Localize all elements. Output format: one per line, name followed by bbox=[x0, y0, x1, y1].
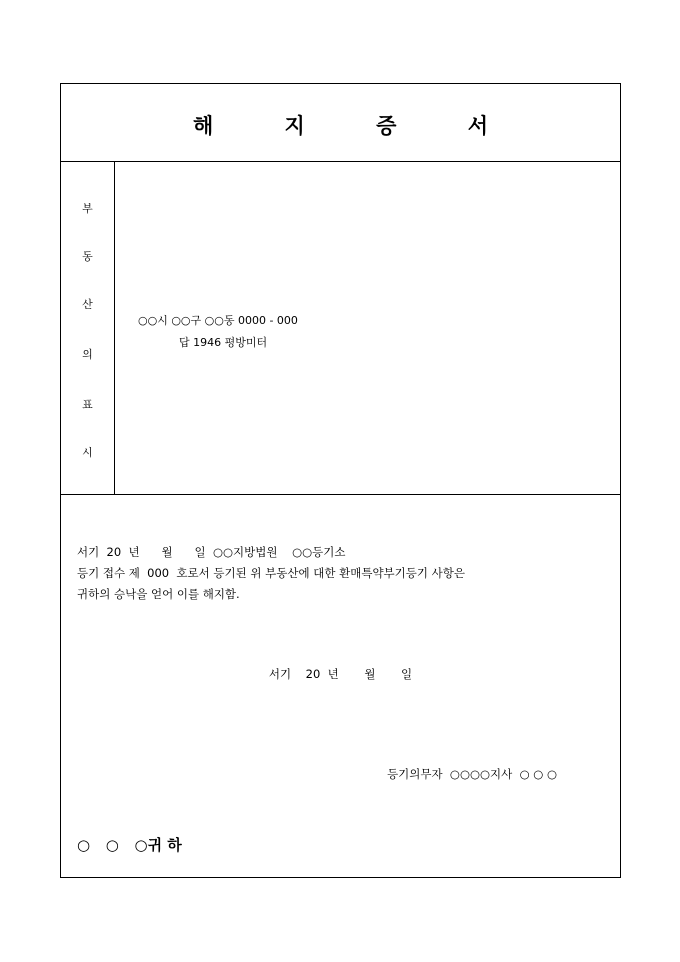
property-label-char: 부 bbox=[82, 202, 93, 215]
body-line: 등기 접수 제 000 호로서 등기된 위 부동산에 대한 환매특약부기등기 사항은 bbox=[77, 566, 465, 580]
document-title: 해 지 증 서 bbox=[192, 113, 521, 138]
issue-date: 서기 20 년 월 일 bbox=[268, 667, 413, 681]
property-label-column bbox=[61, 162, 115, 494]
body-paragraph bbox=[77, 542, 465, 605]
body-line: 귀하의 승낙을 얻어 이를 해지함. bbox=[77, 587, 240, 601]
property-label-char: 의 bbox=[82, 348, 93, 361]
deed-frame bbox=[60, 83, 621, 878]
property-label-char: 시 bbox=[82, 446, 93, 459]
property-area: 답 1946 평방미터 bbox=[179, 336, 268, 349]
property-description bbox=[138, 310, 298, 354]
title-row bbox=[61, 84, 620, 162]
property-label-char: 산 bbox=[82, 298, 93, 311]
property-label-char: 표 bbox=[82, 398, 93, 411]
property-section bbox=[61, 162, 620, 495]
body-line: 서기 20 년 월 일 ○○지방법원 ○○등기소 bbox=[77, 545, 346, 559]
property-label-char: 동 bbox=[82, 250, 93, 263]
obligor-signature: 등기의무자 ○○○○지사 ○ ○ ○ bbox=[387, 767, 557, 781]
recipient: ○ ○ ○귀 하 bbox=[77, 836, 182, 854]
property-address: ○○시 ○○구 ○○동 0000 - 000 bbox=[138, 314, 298, 327]
